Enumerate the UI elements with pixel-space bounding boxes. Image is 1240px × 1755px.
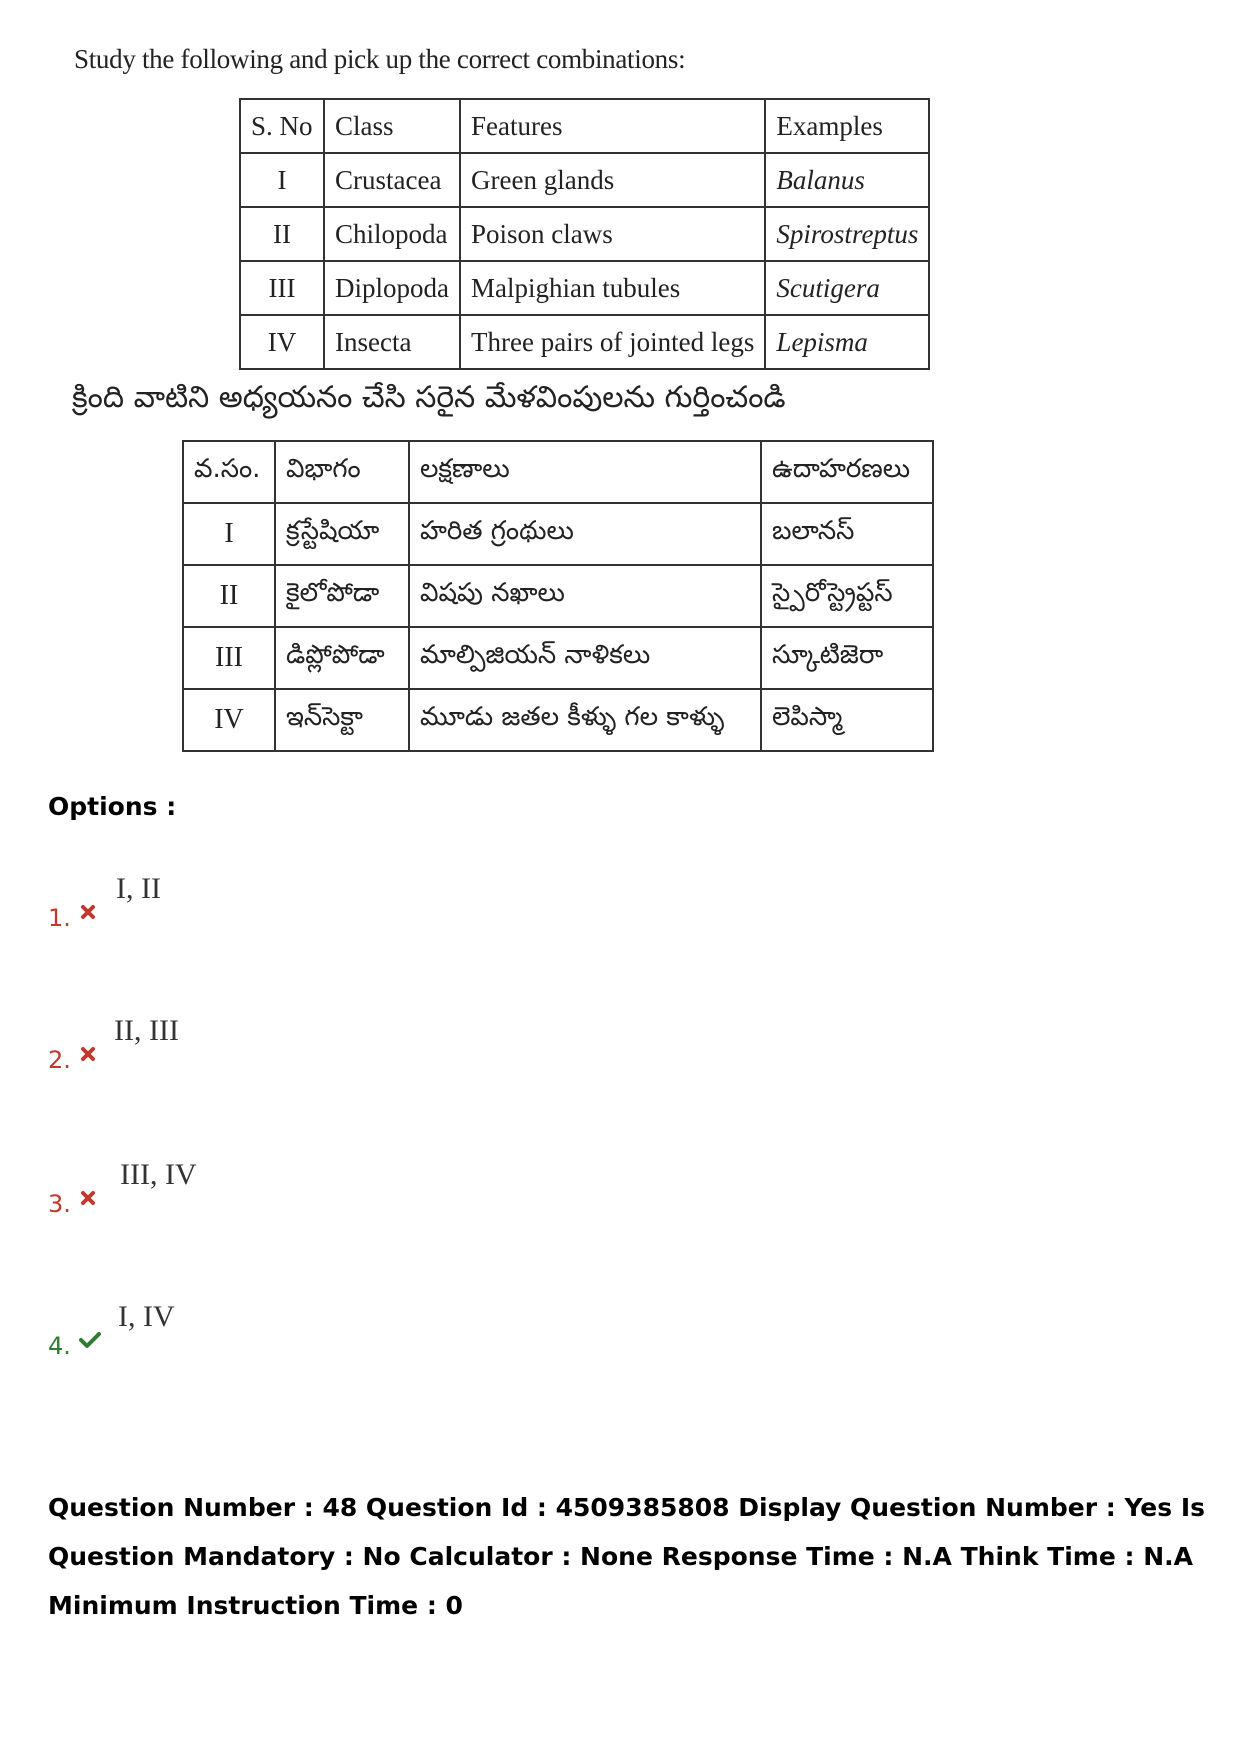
option-number: 2. bbox=[48, 1046, 71, 1074]
question-table-english bbox=[239, 98, 930, 370]
table-cell: మూడు జతల కీళ్ళు గల కాళ్ళు bbox=[409, 689, 761, 751]
table-row bbox=[240, 261, 929, 315]
question-metadata: Question Number : 48 Question Id : 4509385808 Display Question Number : Yes Is Question Mandatory : No Calculator : None Response Time : N.A Think Time : N.A Minimum Instruction Time : 0 bbox=[48, 1493, 1206, 1620]
question-instruction-english: Study the following and pick up the correct combinations: bbox=[74, 44, 686, 74]
table-cell: Balanus bbox=[765, 153, 929, 207]
table-row bbox=[240, 207, 929, 261]
cross-icon bbox=[78, 1044, 98, 1064]
table-row bbox=[183, 689, 933, 751]
header-cell: వ.సం. bbox=[183, 441, 275, 503]
header-cell: Examples bbox=[765, 99, 929, 153]
table-row bbox=[183, 503, 933, 565]
option-number: 1. bbox=[48, 904, 71, 932]
header-cell: Features bbox=[460, 99, 765, 153]
table-cell: II bbox=[183, 565, 275, 627]
table-row bbox=[240, 315, 929, 369]
table-cell: Insecta bbox=[324, 315, 460, 369]
option-text: I, II bbox=[116, 872, 161, 905]
header-cell: Class bbox=[324, 99, 460, 153]
option-text: II, III bbox=[114, 1014, 179, 1047]
table-header-row bbox=[183, 441, 933, 503]
table-cell: Spirostreptus bbox=[765, 207, 929, 261]
table-cell: Poison claws bbox=[460, 207, 765, 261]
table-cell: IV bbox=[240, 315, 324, 369]
table-cell: I bbox=[240, 153, 324, 207]
option-1[interactable] bbox=[0, 872, 600, 932]
options-heading: Options : bbox=[48, 792, 177, 821]
table-cell: Chilopoda bbox=[324, 207, 460, 261]
table-cell: డిప్లోపోడా bbox=[275, 627, 409, 689]
table-cell: III bbox=[183, 627, 275, 689]
header-cell: లక్షణాలు bbox=[409, 441, 761, 503]
header-cell: S. No bbox=[240, 99, 324, 153]
table-cell: కైలోపోడా bbox=[275, 565, 409, 627]
option-number: 3. bbox=[48, 1190, 71, 1218]
table-cell: లెపిస్మా bbox=[761, 689, 933, 751]
header-cell: ఉదాహరణలు bbox=[761, 441, 933, 503]
table-cell: Diplopoda bbox=[324, 261, 460, 315]
table-cell: Green glands bbox=[460, 153, 765, 207]
header-cell: విభాగం bbox=[275, 441, 409, 503]
cross-icon bbox=[78, 902, 98, 922]
table-cell: Malpighian tubules bbox=[460, 261, 765, 315]
question-table-telugu bbox=[182, 440, 934, 752]
table-cell: ఇన్‌సెక్టా bbox=[275, 689, 409, 751]
table-row bbox=[183, 627, 933, 689]
table-row bbox=[240, 153, 929, 207]
table-cell: Scutigera bbox=[765, 261, 929, 315]
table-row bbox=[183, 565, 933, 627]
table-cell: Lepisma bbox=[765, 315, 929, 369]
table-cell: Crustacea bbox=[324, 153, 460, 207]
table-cell: IV bbox=[183, 689, 275, 751]
table-cell: స్కూటిజెరా bbox=[761, 627, 933, 689]
option-number: 4. bbox=[48, 1332, 71, 1360]
table-cell: విషపు నఖాలు bbox=[409, 565, 761, 627]
question-instruction-telugu: క్రింది వాటిని అధ్యయనం చేసి సరైన మేళవింపులను గుర్తించండి bbox=[72, 380, 786, 415]
table-cell: స్పైరోస్ట్రెప్టస్ bbox=[761, 565, 933, 627]
table-cell: మాల్పిజియన్ నాళికలు bbox=[409, 627, 761, 689]
table-cell: I bbox=[183, 503, 275, 565]
option-2[interactable] bbox=[0, 1014, 600, 1074]
table-cell: హరిత గ్రంథులు bbox=[409, 503, 761, 565]
table-cell: బలానస్ bbox=[761, 503, 933, 565]
table-cell: II bbox=[240, 207, 324, 261]
table-cell: Three pairs of jointed legs bbox=[460, 315, 765, 369]
option-text: I, IV bbox=[118, 1300, 175, 1333]
option-3[interactable] bbox=[0, 1158, 600, 1218]
table-cell: III bbox=[240, 261, 324, 315]
option-4[interactable] bbox=[0, 1300, 600, 1360]
table-header-row bbox=[240, 99, 929, 153]
check-icon bbox=[78, 1330, 102, 1350]
option-text: III, IV bbox=[120, 1158, 197, 1191]
table-cell: క్రస్టేషియా bbox=[275, 503, 409, 565]
cross-icon bbox=[78, 1188, 98, 1208]
